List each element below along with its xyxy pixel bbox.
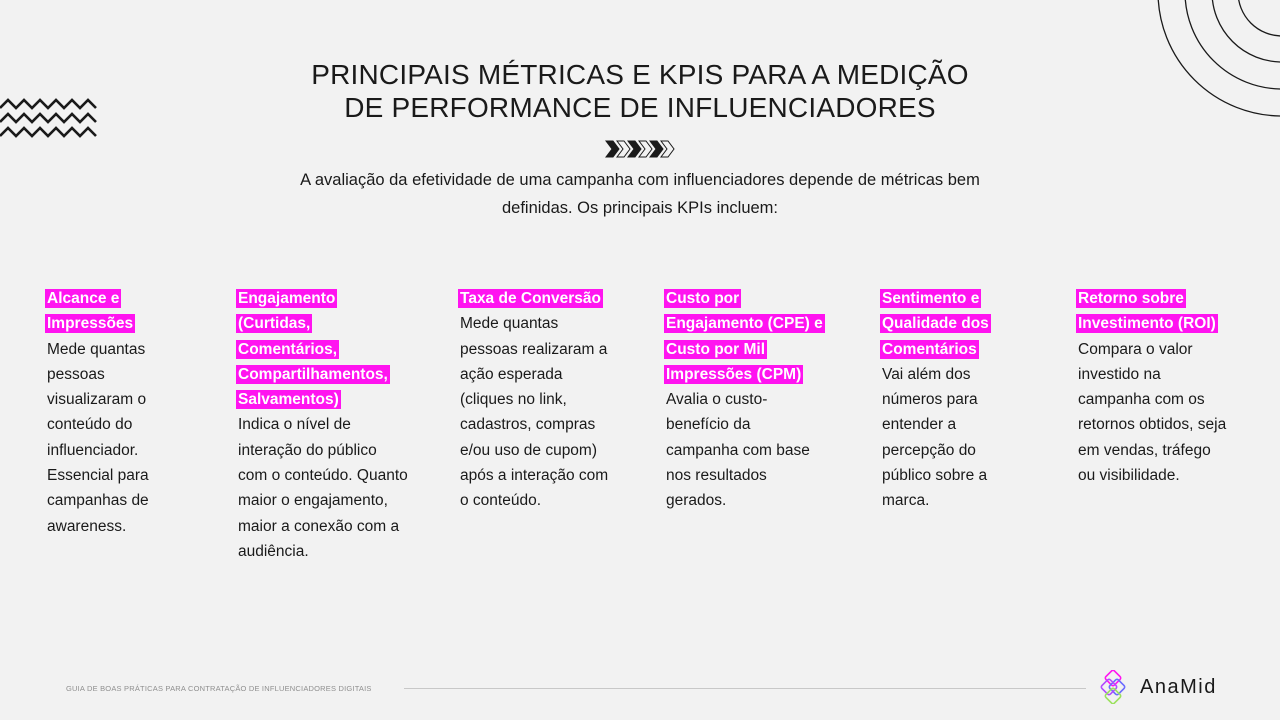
- kpi-sentiment: [882, 286, 1010, 514]
- kpi-description: Compara o valor investido na campanha com os retornos obtidos, seja em vendas, tráfego ou visibilidade.: [1078, 340, 1227, 485]
- anamid-logo-icon: [1098, 670, 1132, 704]
- kpi-title: Alcance e Impressões: [47, 290, 134, 333]
- kpi-description: Indica o nível de interação do público com o conteúdo. Quanto maior o engajamento, maior a conexão com a audiência.: [238, 416, 408, 560]
- footer-guide-text: GUIA DE BOAS PRÁTICAS PARA CONTRATAÇÃO DE INFLUENCIADORES DIGITAIS: [66, 684, 372, 693]
- kpi-description: Avalia o custo-benefício da campanha com base nos resultados gerados.: [666, 391, 810, 510]
- kpi-title: Engajamento (Curtidas, Comentários, Compartilhamentos, Salvamentos): [238, 290, 388, 409]
- kpi-title: Retorno sobre Investimento (ROI): [1078, 290, 1216, 333]
- title-line-1: PRINCIPAIS MÉTRICAS E KPIS PARA A MEDIÇÃO: [311, 59, 969, 90]
- footer-divider: [404, 688, 1086, 689]
- title-line-2: DE PERFORMANCE DE INFLUENCIADORES: [344, 92, 936, 123]
- kpi-conversion: [460, 286, 620, 514]
- kpi-title: Sentimento e Qualidade dos Comentários: [882, 290, 989, 358]
- intro-text: A avaliação da efetividade de uma campanha com influenciadores depende de métricas bem definidas. Os principais KPIs incluem:: [300, 171, 980, 217]
- concentric-circles-decoration: [1150, 0, 1280, 130]
- kpi-roi: [1078, 286, 1228, 488]
- kpi-description: Vai além dos números para entender a percepção do público sobre a marca.: [882, 365, 988, 510]
- chevron-arrows-icon: [605, 140, 677, 158]
- page-title: [240, 58, 1040, 124]
- zigzag-decoration: [0, 98, 100, 146]
- kpi-description: Mede quantas pessoas visualizaram o conteúdo do influenciador. Essencial para campanhas de awareness.: [47, 340, 149, 535]
- kpi-reach: [47, 286, 179, 539]
- kpi-title: Taxa de Conversão: [460, 290, 601, 307]
- brand-logo: [1098, 670, 1217, 704]
- kpi-description: Mede quantas pessoas realizaram a ação esperada (cliques no link, cadastros, compras e/ou uso de cupom) após a interação com o conteúdo.: [460, 315, 609, 510]
- brand-name: AnaMid: [1140, 675, 1217, 698]
- kpi-title: Custo por Engajamento (CPE) e Custo por Mil Impressões (CPM): [666, 290, 823, 383]
- kpi-engagement: [238, 286, 408, 564]
- kpi-cost: [666, 286, 824, 514]
